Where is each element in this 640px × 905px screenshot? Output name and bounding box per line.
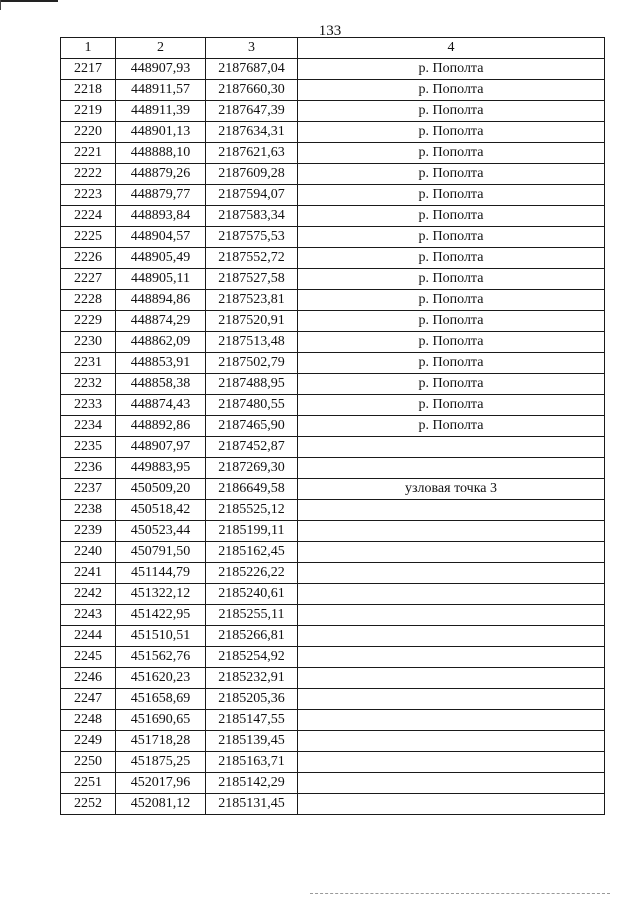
x-coordinate-cell: 450791,50 xyxy=(116,542,206,563)
table-row xyxy=(61,584,605,605)
point-number-cell: 2251 xyxy=(61,773,116,794)
y-coordinate-cell: 2187634,31 xyxy=(206,122,298,143)
description-cell xyxy=(298,689,605,710)
y-coordinate-cell: 2187480,55 xyxy=(206,395,298,416)
scan-edge-left xyxy=(0,0,1,10)
table-row xyxy=(61,374,605,395)
column-header-x-coordinate: 2 xyxy=(116,38,206,59)
description-cell xyxy=(298,668,605,689)
y-coordinate-cell: 2185199,11 xyxy=(206,521,298,542)
table-body xyxy=(61,59,605,815)
x-coordinate-cell: 448892,86 xyxy=(116,416,206,437)
description-cell xyxy=(298,752,605,773)
x-coordinate-cell: 450523,44 xyxy=(116,521,206,542)
y-coordinate-cell: 2187527,58 xyxy=(206,269,298,290)
description-cell: р. Пополта xyxy=(298,101,605,122)
x-coordinate-cell: 448862,09 xyxy=(116,332,206,353)
point-number-cell: 2224 xyxy=(61,206,116,227)
x-coordinate-cell: 448853,91 xyxy=(116,353,206,374)
x-coordinate-cell: 448879,26 xyxy=(116,164,206,185)
x-coordinate-cell: 448905,49 xyxy=(116,248,206,269)
y-coordinate-cell: 2185139,45 xyxy=(206,731,298,752)
x-coordinate-cell: 448858,38 xyxy=(116,374,206,395)
point-number-cell: 2242 xyxy=(61,584,116,605)
point-number-cell: 2222 xyxy=(61,164,116,185)
description-cell: р. Пополта xyxy=(298,59,605,80)
scan-edge-top xyxy=(0,0,58,2)
y-coordinate-cell: 2186649,58 xyxy=(206,479,298,500)
y-coordinate-cell: 2185162,45 xyxy=(206,542,298,563)
table-header-row xyxy=(61,38,605,59)
x-coordinate-cell: 448905,11 xyxy=(116,269,206,290)
x-coordinate-cell: 450509,20 xyxy=(116,479,206,500)
point-number-cell: 2217 xyxy=(61,59,116,80)
x-coordinate-cell: 452081,12 xyxy=(116,794,206,815)
x-coordinate-cell: 448874,43 xyxy=(116,395,206,416)
y-coordinate-cell: 2187687,04 xyxy=(206,59,298,80)
description-cell: р. Пополта xyxy=(298,374,605,395)
point-number-cell: 2247 xyxy=(61,689,116,710)
y-coordinate-cell: 2185163,71 xyxy=(206,752,298,773)
y-coordinate-cell: 2185205,36 xyxy=(206,689,298,710)
x-coordinate-cell: 450518,42 xyxy=(116,500,206,521)
y-coordinate-cell: 2185142,29 xyxy=(206,773,298,794)
description-cell xyxy=(298,458,605,479)
point-number-cell: 2228 xyxy=(61,290,116,311)
x-coordinate-cell: 448879,77 xyxy=(116,185,206,206)
point-number-cell: 2226 xyxy=(61,248,116,269)
point-number-cell: 2249 xyxy=(61,731,116,752)
page-number: 133 xyxy=(318,23,342,39)
scan-edge-bottom xyxy=(310,893,610,895)
table-row xyxy=(61,773,605,794)
table-row xyxy=(61,563,605,584)
table-row xyxy=(61,143,605,164)
table-row xyxy=(61,101,605,122)
column-header-point-number: 1 xyxy=(61,38,116,59)
point-number-cell: 2218 xyxy=(61,80,116,101)
point-number-cell: 2229 xyxy=(61,311,116,332)
y-coordinate-cell: 2187488,95 xyxy=(206,374,298,395)
table-row xyxy=(61,752,605,773)
x-coordinate-cell: 448874,29 xyxy=(116,311,206,332)
table-row xyxy=(61,500,605,521)
point-number-cell: 2231 xyxy=(61,353,116,374)
point-number-cell: 2241 xyxy=(61,563,116,584)
description-cell: р. Пополта xyxy=(298,80,605,101)
point-number-cell: 2233 xyxy=(61,395,116,416)
point-number-cell: 2236 xyxy=(61,458,116,479)
y-coordinate-cell: 2185232,91 xyxy=(206,668,298,689)
x-coordinate-cell: 451718,28 xyxy=(116,731,206,752)
table-row xyxy=(61,626,605,647)
point-number-cell: 2234 xyxy=(61,416,116,437)
column-header-y-coordinate: 3 xyxy=(206,38,298,59)
y-coordinate-cell: 2187502,79 xyxy=(206,353,298,374)
description-cell: р. Пополта xyxy=(298,185,605,206)
point-number-cell: 2232 xyxy=(61,374,116,395)
point-number-cell: 2221 xyxy=(61,143,116,164)
y-coordinate-cell: 2185254,92 xyxy=(206,647,298,668)
point-number-cell: 2219 xyxy=(61,101,116,122)
y-coordinate-cell: 2187520,91 xyxy=(206,311,298,332)
description-cell: р. Пополта xyxy=(298,416,605,437)
point-number-cell: 2238 xyxy=(61,500,116,521)
table-row xyxy=(61,794,605,815)
table-row xyxy=(61,206,605,227)
table-row xyxy=(61,59,605,80)
y-coordinate-cell: 2185147,55 xyxy=(206,710,298,731)
x-coordinate-cell: 451510,51 xyxy=(116,626,206,647)
y-coordinate-cell: 2187647,39 xyxy=(206,101,298,122)
description-cell: р. Пополта xyxy=(298,395,605,416)
x-coordinate-cell: 451322,12 xyxy=(116,584,206,605)
description-cell xyxy=(298,710,605,731)
x-coordinate-cell: 448888,10 xyxy=(116,143,206,164)
x-coordinate-cell: 451144,79 xyxy=(116,563,206,584)
description-cell xyxy=(298,794,605,815)
x-coordinate-cell: 448904,57 xyxy=(116,227,206,248)
point-number-cell: 2223 xyxy=(61,185,116,206)
description-cell xyxy=(298,647,605,668)
y-coordinate-cell: 2187523,81 xyxy=(206,290,298,311)
point-number-cell: 2240 xyxy=(61,542,116,563)
table-row xyxy=(61,248,605,269)
description-cell: узловая точка 3 xyxy=(298,479,605,500)
y-coordinate-cell: 2185131,45 xyxy=(206,794,298,815)
table-row xyxy=(61,416,605,437)
x-coordinate-cell: 451658,69 xyxy=(116,689,206,710)
y-coordinate-cell: 2185255,11 xyxy=(206,605,298,626)
point-number-cell: 2250 xyxy=(61,752,116,773)
y-coordinate-cell: 2185226,22 xyxy=(206,563,298,584)
point-number-cell: 2245 xyxy=(61,647,116,668)
point-number-cell: 2230 xyxy=(61,332,116,353)
column-header-description: 4 xyxy=(298,38,605,59)
description-cell: р. Пополта xyxy=(298,164,605,185)
table-row xyxy=(61,332,605,353)
y-coordinate-cell: 2187609,28 xyxy=(206,164,298,185)
table-row xyxy=(61,227,605,248)
y-coordinate-cell: 2187269,30 xyxy=(206,458,298,479)
point-number-cell: 2246 xyxy=(61,668,116,689)
description-cell xyxy=(298,563,605,584)
description-cell: р. Пополта xyxy=(298,332,605,353)
description-cell xyxy=(298,521,605,542)
table-row xyxy=(61,290,605,311)
point-number-cell: 2225 xyxy=(61,227,116,248)
x-coordinate-cell: 452017,96 xyxy=(116,773,206,794)
description-cell xyxy=(298,731,605,752)
description-cell: р. Пополта xyxy=(298,248,605,269)
x-coordinate-cell: 451690,65 xyxy=(116,710,206,731)
description-cell: р. Пополта xyxy=(298,206,605,227)
table-row xyxy=(61,458,605,479)
point-number-cell: 2237 xyxy=(61,479,116,500)
description-cell: р. Пополта xyxy=(298,311,605,332)
table-row xyxy=(61,122,605,143)
description-cell xyxy=(298,773,605,794)
table-row xyxy=(61,311,605,332)
y-coordinate-cell: 2187594,07 xyxy=(206,185,298,206)
table-row xyxy=(61,80,605,101)
y-coordinate-cell: 2187575,53 xyxy=(206,227,298,248)
point-number-cell: 2243 xyxy=(61,605,116,626)
y-coordinate-cell: 2187552,72 xyxy=(206,248,298,269)
description-cell: р. Пополта xyxy=(298,269,605,290)
y-coordinate-cell: 2185240,61 xyxy=(206,584,298,605)
point-number-cell: 2235 xyxy=(61,437,116,458)
point-number-cell: 2220 xyxy=(61,122,116,143)
point-number-cell: 2248 xyxy=(61,710,116,731)
table-row xyxy=(61,689,605,710)
table-row xyxy=(61,668,605,689)
point-number-cell: 2244 xyxy=(61,626,116,647)
x-coordinate-cell: 449883,95 xyxy=(116,458,206,479)
y-coordinate-cell: 2187660,30 xyxy=(206,80,298,101)
table-row xyxy=(61,542,605,563)
y-coordinate-cell: 2187465,90 xyxy=(206,416,298,437)
table-row xyxy=(61,353,605,374)
x-coordinate-cell: 451620,23 xyxy=(116,668,206,689)
table-row xyxy=(61,395,605,416)
y-coordinate-cell: 2187513,48 xyxy=(206,332,298,353)
point-number-cell: 2239 xyxy=(61,521,116,542)
table-row xyxy=(61,164,605,185)
description-cell xyxy=(298,500,605,521)
description-cell xyxy=(298,626,605,647)
x-coordinate-cell: 448907,93 xyxy=(116,59,206,80)
x-coordinate-cell: 451422,95 xyxy=(116,605,206,626)
x-coordinate-cell: 451562,76 xyxy=(116,647,206,668)
x-coordinate-cell: 451875,25 xyxy=(116,752,206,773)
table-row xyxy=(61,731,605,752)
table-row xyxy=(61,521,605,542)
description-cell: р. Пополта xyxy=(298,227,605,248)
point-number-cell: 2227 xyxy=(61,269,116,290)
description-cell: р. Пополта xyxy=(298,143,605,164)
x-coordinate-cell: 448894,86 xyxy=(116,290,206,311)
y-coordinate-cell: 2187583,34 xyxy=(206,206,298,227)
coordinates-table xyxy=(60,37,605,815)
x-coordinate-cell: 448893,84 xyxy=(116,206,206,227)
table-row xyxy=(61,605,605,626)
table-row xyxy=(61,185,605,206)
table-row xyxy=(61,269,605,290)
y-coordinate-cell: 2187621,63 xyxy=(206,143,298,164)
x-coordinate-cell: 448911,39 xyxy=(116,101,206,122)
description-cell xyxy=(298,542,605,563)
description-cell: р. Пополта xyxy=(298,290,605,311)
description-cell xyxy=(298,605,605,626)
x-coordinate-cell: 448911,57 xyxy=(116,80,206,101)
description-cell xyxy=(298,437,605,458)
y-coordinate-cell: 2185525,12 xyxy=(206,500,298,521)
description-cell: р. Пополта xyxy=(298,122,605,143)
description-cell: р. Пополта xyxy=(298,353,605,374)
x-coordinate-cell: 448907,97 xyxy=(116,437,206,458)
description-cell xyxy=(298,584,605,605)
table-row xyxy=(61,437,605,458)
x-coordinate-cell: 448901,13 xyxy=(116,122,206,143)
table-row xyxy=(61,479,605,500)
y-coordinate-cell: 2185266,81 xyxy=(206,626,298,647)
table-row xyxy=(61,647,605,668)
point-number-cell: 2252 xyxy=(61,794,116,815)
y-coordinate-cell: 2187452,87 xyxy=(206,437,298,458)
table-row xyxy=(61,710,605,731)
